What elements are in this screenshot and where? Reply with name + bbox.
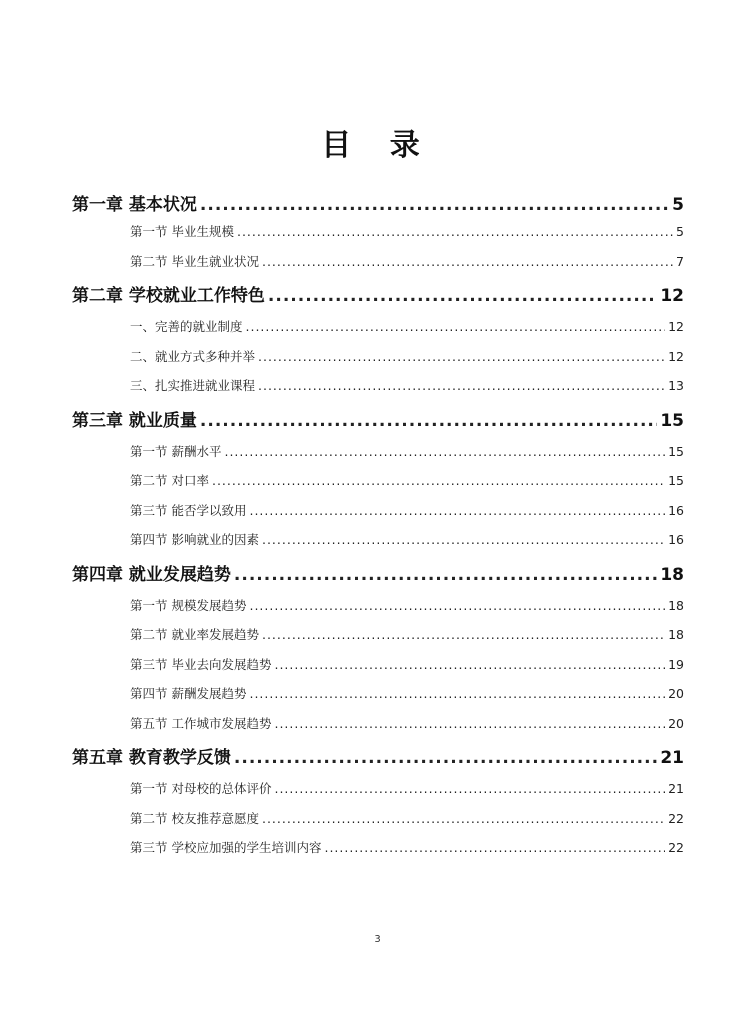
- toc-page-number: 18: [660, 564, 684, 585]
- leader-dots: [262, 627, 665, 642]
- toc-page-number: 18: [668, 597, 684, 613]
- toc-page-number: 15: [668, 443, 684, 459]
- toc-section-label: 第五节 工作城市发展趋势: [130, 715, 272, 731]
- leader-dots: [249, 503, 665, 518]
- toc-section[interactable]: [72, 655, 684, 685]
- leader-dots: [237, 224, 673, 239]
- toc-section-label: 第一节 毕业生规模: [130, 224, 234, 239]
- toc-page-number: 5: [676, 224, 684, 239]
- leader-dots: [234, 565, 657, 585]
- toc-chapter-1[interactable]: [72, 190, 684, 222]
- toc-page-number: 12: [660, 286, 684, 306]
- toc-chapter-3[interactable]: [72, 406, 684, 442]
- leader-dots: [274, 657, 665, 672]
- leader-dots: [249, 598, 665, 613]
- toc-section-label: 一、完善的就业制度: [130, 319, 243, 334]
- toc-section-label: 第三节 毕业去向发展趋势: [130, 656, 272, 672]
- toc-chapter-label: 第五章 教育教学反馈: [72, 748, 231, 768]
- toc-section-label: 第一节 规模发展趋势: [130, 597, 247, 613]
- toc-chapter-2[interactable]: [72, 281, 684, 317]
- toc-page-number: 22: [668, 840, 684, 855]
- toc-page-number: 18: [668, 627, 684, 642]
- leader-dots: [212, 473, 665, 488]
- toc-page-number: 12: [668, 348, 684, 364]
- toc-page-number: 21: [660, 748, 684, 768]
- toc-section[interactable]: [72, 625, 684, 655]
- leader-dots: [262, 532, 665, 547]
- toc-page-number: 20: [668, 686, 684, 701]
- toc-section[interactable]: [72, 347, 684, 377]
- leader-dots: [268, 286, 657, 306]
- toc-page-number: 5: [672, 195, 684, 215]
- toc-section-label: 第二节 校友推荐意愿度: [130, 810, 259, 826]
- toc-title: 目 录: [321, 128, 434, 163]
- toc-section-label: 第三节 学校应加强的学生培训内容: [130, 840, 322, 855]
- leader-dots: [274, 781, 665, 796]
- toc-section[interactable]: [72, 252, 684, 282]
- toc-page-number: 20: [668, 715, 684, 731]
- leader-dots: [258, 378, 665, 393]
- leader-dots: [324, 840, 665, 855]
- toc-section-label: 第三节 能否学以致用: [130, 502, 247, 518]
- toc-section[interactable]: [72, 501, 684, 531]
- toc-page-number: 16: [668, 502, 684, 518]
- toc-section-label: 第二节 就业率发展趋势: [130, 627, 259, 642]
- toc-chapter-4[interactable]: [72, 560, 684, 596]
- leader-dots: [258, 349, 665, 364]
- leader-dots: [200, 195, 669, 215]
- toc-section[interactable]: [72, 596, 684, 626]
- toc-page-number: 15: [660, 410, 684, 431]
- leader-dots: [246, 319, 666, 334]
- toc-section[interactable]: [72, 809, 684, 839]
- toc-page-number: 19: [668, 656, 684, 672]
- leader-dots: [249, 686, 665, 701]
- toc-section[interactable]: [72, 222, 684, 252]
- leader-dots: [200, 411, 657, 431]
- toc-page-number: 22: [668, 810, 684, 826]
- toc-page-number: 12: [668, 319, 684, 334]
- toc-section[interactable]: [72, 714, 684, 744]
- toc-section[interactable]: [72, 530, 684, 560]
- toc-chapter-label: 第一章 基本状况: [72, 195, 197, 215]
- toc-section-label: 第四节 影响就业的因素: [130, 532, 259, 547]
- leader-dots: [224, 444, 665, 459]
- toc-chapter-label: 第四章 就业发展趋势: [72, 564, 231, 585]
- leader-dots: [262, 811, 665, 826]
- toc-section-label: 三、扎实推进就业课程: [130, 378, 256, 393]
- toc-section-label: 第二节 对口率: [130, 473, 209, 488]
- page-number: 3: [374, 934, 381, 945]
- toc-section[interactable]: [72, 471, 684, 501]
- toc-section[interactable]: [72, 684, 684, 714]
- toc-section-label: 第一节 对母校的总体评价: [130, 781, 272, 796]
- toc-section[interactable]: [72, 838, 684, 868]
- toc-page-number: 13: [668, 378, 684, 393]
- toc-page-number: 15: [668, 473, 684, 488]
- toc-section-label: 二、就业方式多种并举: [130, 348, 256, 364]
- toc-page-number: 7: [676, 253, 684, 269]
- toc-section-label: 第二节 毕业生就业状况: [130, 253, 259, 269]
- toc-page-number: 21: [668, 781, 684, 796]
- toc-page-number: 16: [668, 532, 684, 547]
- toc-chapter-label: 第三章 就业质量: [72, 410, 197, 431]
- toc-section[interactable]: [72, 442, 684, 472]
- table-of-contents: [72, 190, 684, 868]
- toc-section-label: 第一节 薪酬水平: [130, 443, 222, 459]
- toc-chapter-label: 第二章 学校就业工作特色: [72, 286, 265, 306]
- leader-dots: [262, 254, 673, 269]
- toc-section[interactable]: [72, 317, 684, 347]
- toc-section[interactable]: [72, 376, 684, 406]
- toc-chapter-5[interactable]: [72, 743, 684, 779]
- leader-dots: [234, 748, 657, 768]
- leader-dots: [274, 716, 665, 731]
- toc-section[interactable]: [72, 779, 684, 809]
- toc-section-label: 第四节 薪酬发展趋势: [130, 686, 247, 701]
